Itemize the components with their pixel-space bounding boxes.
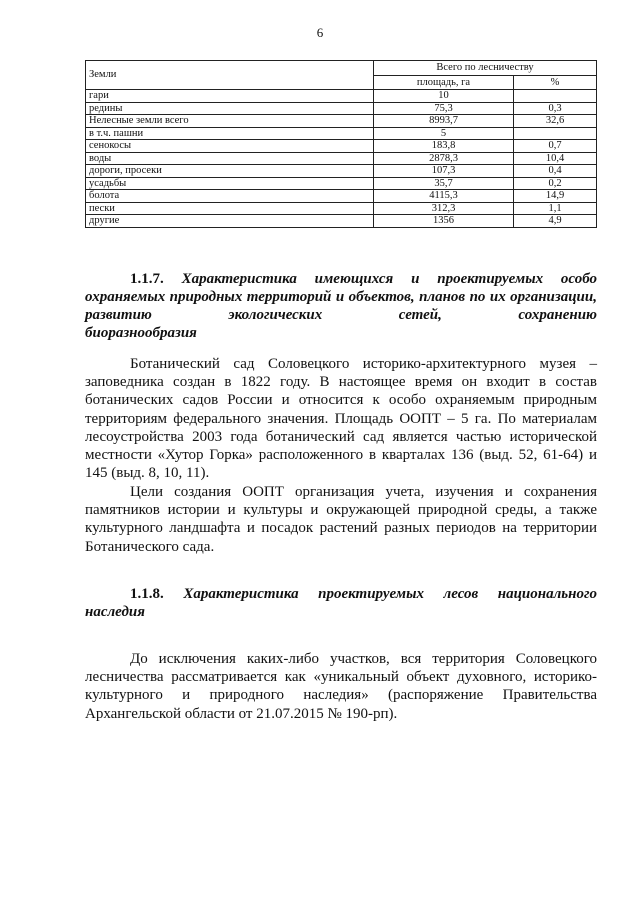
cell-land-name: дороги, просеки: [86, 165, 374, 178]
cell-land-name: усадьбы: [86, 177, 374, 190]
table-row: [86, 115, 597, 128]
cell-percent: [514, 90, 597, 103]
header-lands: Земли: [86, 61, 374, 90]
table-row: [86, 202, 597, 215]
cell-percent: 0,7: [514, 140, 597, 153]
page-number: 6: [316, 25, 324, 40]
header-area: площадь, га: [374, 76, 514, 90]
section-title: Характеристика имеющихся и проектируемых особо охраняемых природных территорий и объектов, планов по их организации, развитию экологических сетей, сохранению: [85, 271, 597, 323]
cell-land-name: сенокосы: [86, 140, 374, 153]
table-header-row: [86, 61, 597, 76]
cell-area: 10: [374, 90, 514, 103]
cell-area: 1356: [374, 215, 514, 228]
cell-area: 8993,7: [374, 115, 514, 128]
cell-percent: 4,9: [514, 215, 597, 228]
cell-percent: 0,4: [514, 165, 597, 178]
table-row: [86, 190, 597, 203]
cell-land-name: другие: [86, 215, 374, 228]
table-row: [86, 102, 597, 115]
cell-area: 4115,3: [374, 190, 514, 203]
cell-percent: 32,6: [514, 115, 597, 128]
cell-area: 312,3: [374, 202, 514, 215]
cell-land-name: редины: [86, 102, 374, 115]
section-title-last-line: биоразнообразия: [85, 325, 197, 341]
table-row: [86, 215, 597, 228]
cell-area: 75,3: [374, 102, 514, 115]
section-title-last-line: наследия: [85, 604, 145, 620]
cell-percent: 14,9: [514, 190, 597, 203]
cell-area: 107,3: [374, 165, 514, 178]
cell-percent: 1,1: [514, 202, 597, 215]
section-heading-1-1-8: [85, 585, 597, 621]
cell-percent: 0,2: [514, 177, 597, 190]
cell-percent: [514, 127, 597, 140]
header-percent: %: [514, 76, 597, 90]
table-row: [86, 165, 597, 178]
cell-land-name: болота: [86, 190, 374, 203]
paragraph: До исключения каких-либо участков, вся территория Соловецкого лесничества рассматривается как «уникальный объект духовного, историко-культурного и природного наследия» (распоряжение Правительства Архангельской области от 21.07.2015 № 190-рп).: [85, 651, 597, 722]
table-row: [86, 177, 597, 190]
table-row: [86, 140, 597, 153]
cell-land-name: гари: [86, 90, 374, 103]
cell-land-name: в т.ч. пашни: [86, 127, 374, 140]
cell-land-name: Нелесные земли всего: [86, 115, 374, 128]
table-row: [86, 127, 597, 140]
section-number: 1.1.7.: [130, 271, 164, 287]
header-total-by-forestry: Всего по лесничеству: [374, 61, 597, 76]
table-row: [86, 90, 597, 103]
cell-area: 5: [374, 127, 514, 140]
land-area-table: [85, 60, 597, 228]
section-number: 1.1.8.: [130, 586, 164, 602]
cell-percent: 10,4: [514, 152, 597, 165]
cell-percent: 0,3: [514, 102, 597, 115]
section-title: Характеристика проектируемых лесов национального: [183, 586, 597, 602]
cell-area: 35,7: [374, 177, 514, 190]
table-row: [86, 152, 597, 165]
cell-land-name: пески: [86, 202, 374, 215]
paragraph: Цели создания ООПТ организация учета, изучения и сохранения памятников истории и культуры и окружающей природной среды, а также культурного ландшафта и посадок растений разных периодов на территории Ботанического сада.: [85, 484, 597, 555]
section-heading-1-1-7: [85, 270, 597, 342]
paragraph: Ботанический сад Соловецкого историко-архитектурного музея – заповедника создан в 1822 году. В настоящее время он входит в состав ботанических садов России и относится к особо охраняемым природным территориям федерального значения. Площадь ООПТ – 5 га. По материалам лесоустройства 2003 года ботанический сад является частью исторической местности «Хутор Горка» расположенного в кварталах 136 (выд. 52, 61-64) и 145 (выд. 8, 10, 11).: [85, 356, 597, 482]
cell-area: 183,8: [374, 140, 514, 153]
cell-land-name: воды: [86, 152, 374, 165]
cell-area: 2878,3: [374, 152, 514, 165]
